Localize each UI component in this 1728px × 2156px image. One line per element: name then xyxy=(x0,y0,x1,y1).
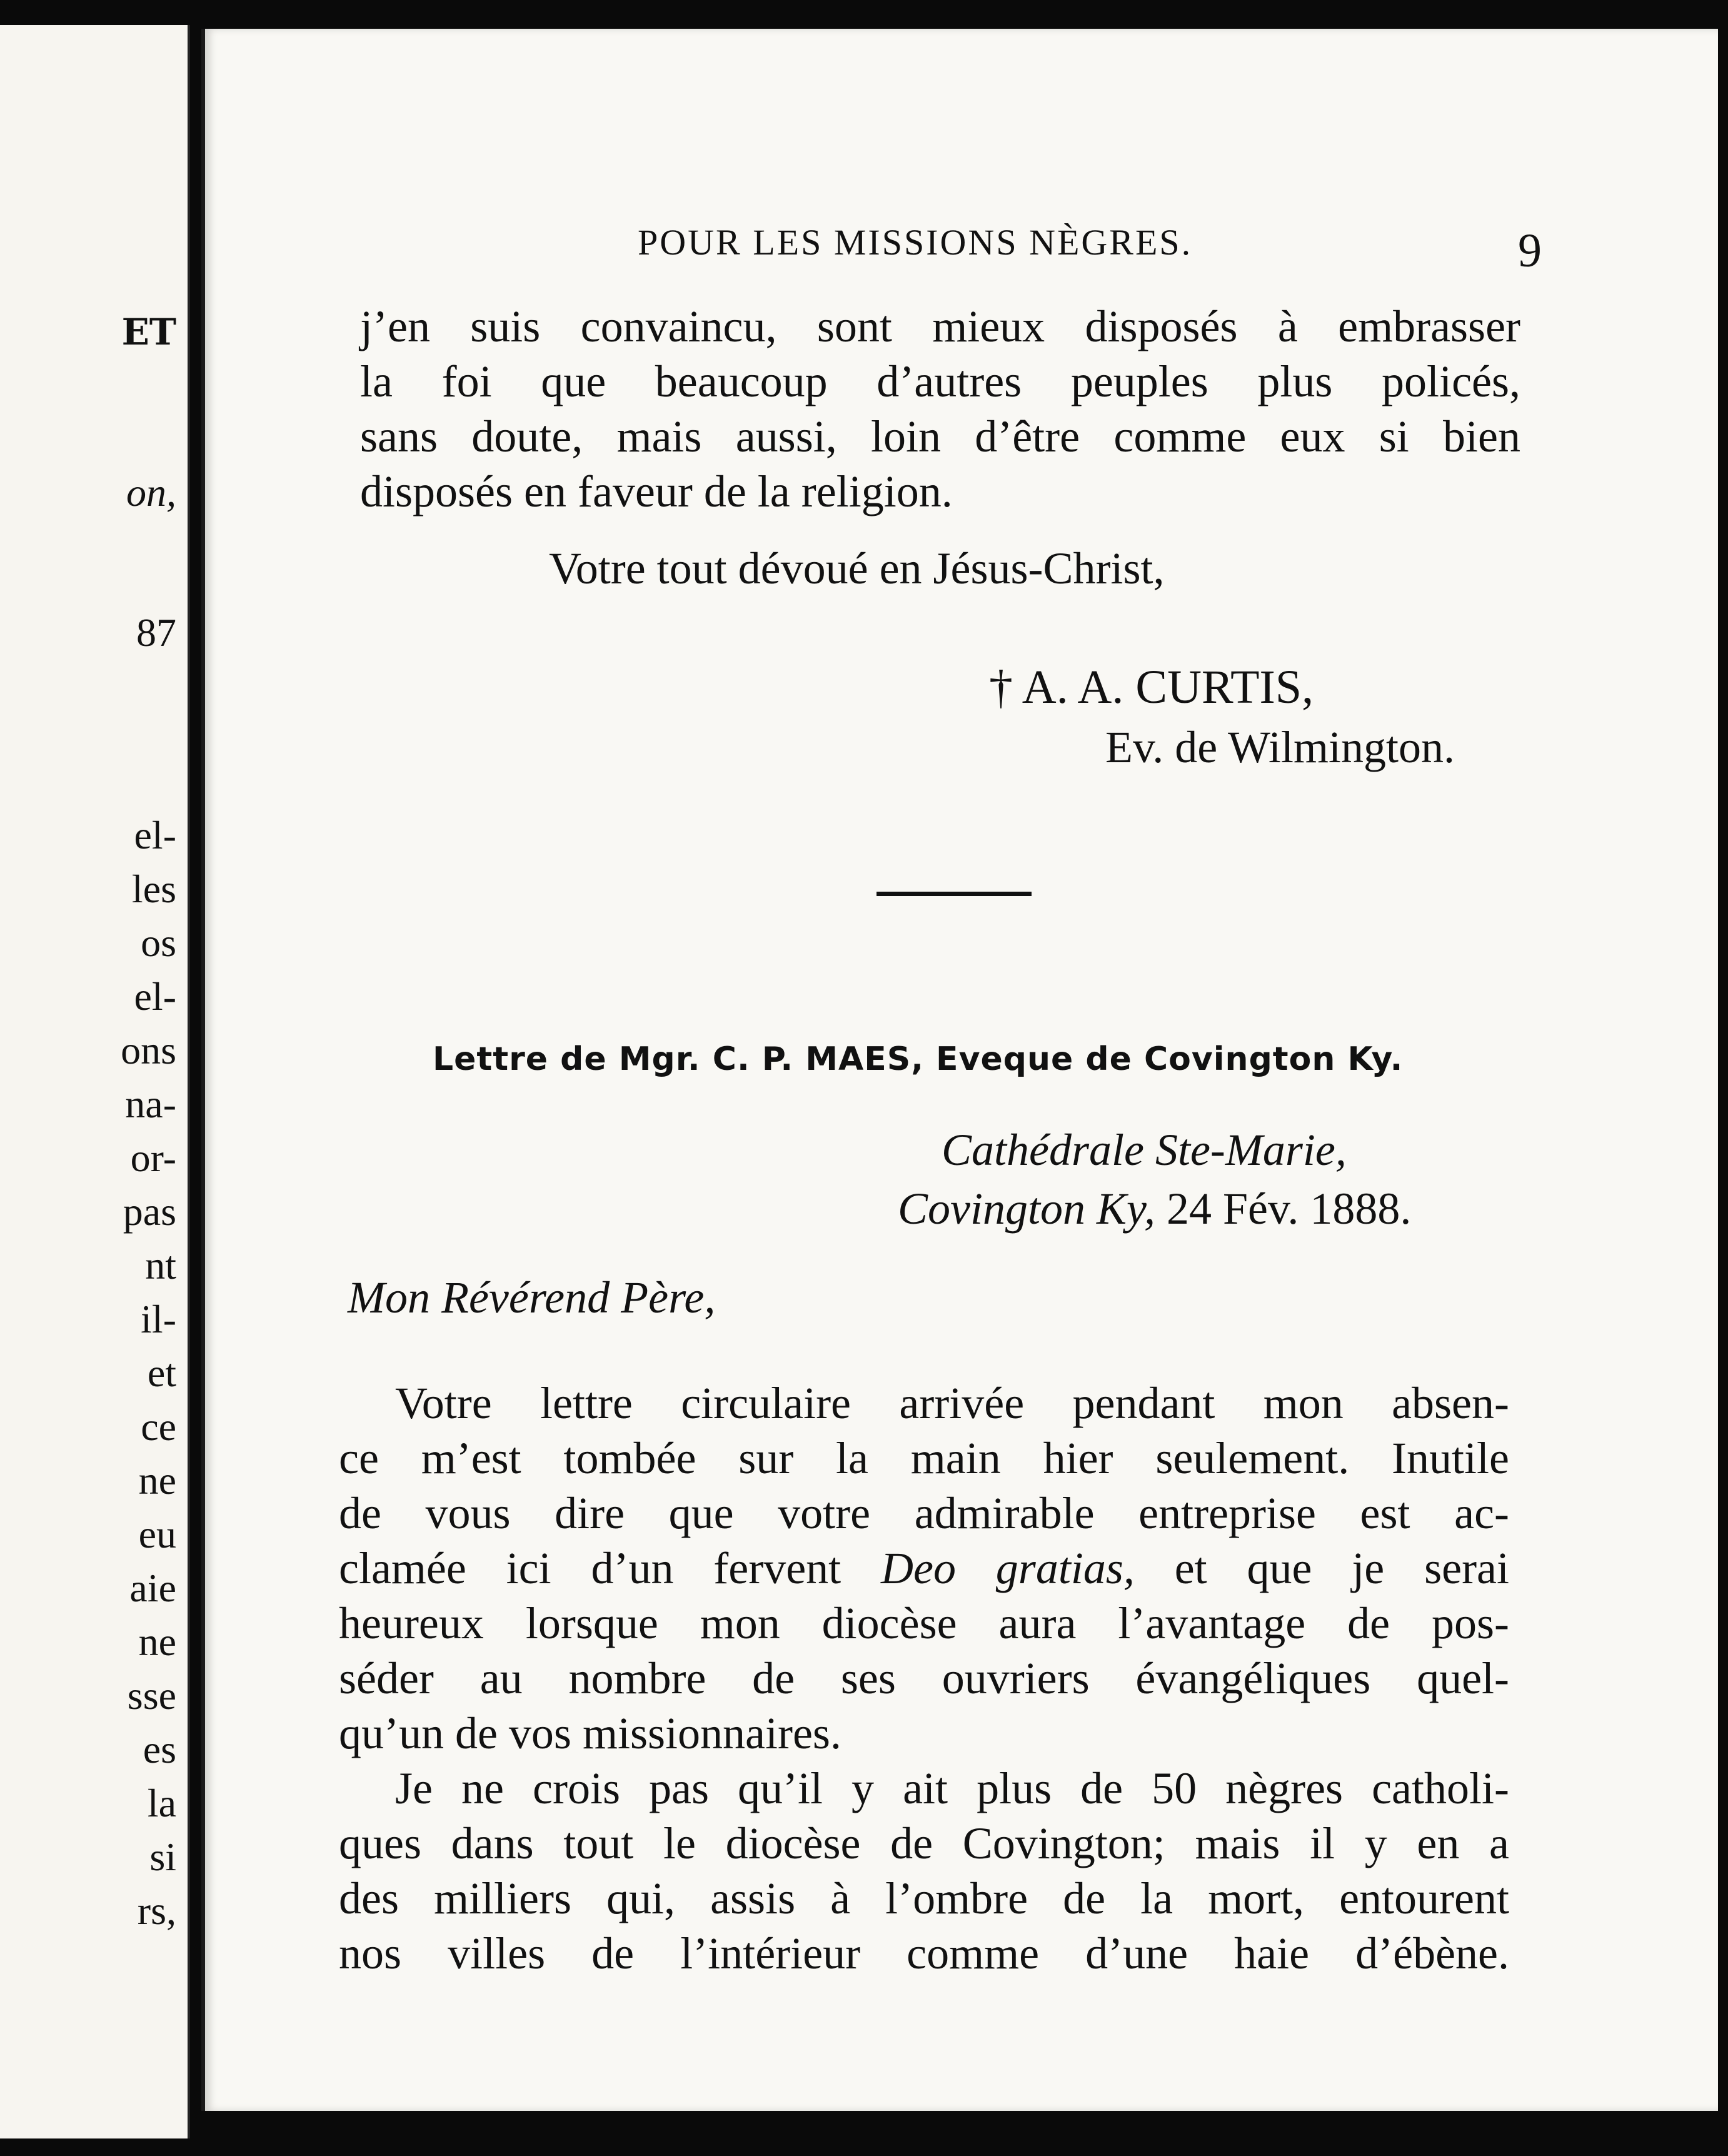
section-divider xyxy=(877,892,1032,896)
left-fragment: ne xyxy=(138,1620,176,1664)
left-fragment: eu xyxy=(138,1512,176,1556)
text-line: qu’un de vos missionnaires. xyxy=(339,1708,841,1758)
left-fragment: on, xyxy=(126,470,176,515)
left-fragment: na- xyxy=(125,1082,176,1126)
left-fragment: la xyxy=(147,1781,176,1825)
text-segment: et que je serai xyxy=(1174,1543,1510,1593)
left-fragment: sse xyxy=(127,1673,176,1718)
left-fragment: ce xyxy=(141,1404,176,1449)
second-letter-paragraph-2 xyxy=(339,1761,1509,1981)
dateline-day: 24 Fév. 1888. xyxy=(1167,1184,1412,1234)
left-fragment: 87 xyxy=(136,610,176,655)
text-line: nos villes de l’intérieur comme d’une haie d’ébène. xyxy=(339,1928,1509,1978)
left-fragment: il- xyxy=(141,1297,176,1341)
salutation: Mon Révérend Père, xyxy=(348,1272,716,1322)
dateline-city: Covington Ky, xyxy=(898,1184,1155,1234)
text-line: sans doute, mais aussi, loin d’être comme eux si bien xyxy=(360,411,1520,461)
text-line: heureux lorsque mon diocèse aura l’avantage de pos- xyxy=(339,1598,1509,1648)
book-page xyxy=(201,29,1718,2111)
text-line-with-emphasis xyxy=(339,1541,1509,1596)
page-number: 9 xyxy=(1518,224,1542,277)
left-fragment: et xyxy=(147,1351,176,1395)
second-letter-paragraph-1 xyxy=(339,1376,1509,1761)
left-fragment: os xyxy=(141,920,176,965)
left-fragment: si xyxy=(149,1835,176,1879)
previous-page-edge xyxy=(0,25,190,2138)
left-fragment: pas xyxy=(123,1189,176,1234)
left-fragment: les xyxy=(131,867,176,911)
running-header xyxy=(205,196,1718,277)
closing-formula: Votre tout dévoué en Jésus-Christ, xyxy=(549,543,1165,593)
text-line: j’en suis convaincu, sont mieux disposés à embrasser xyxy=(360,301,1520,351)
text-line: séder au nombre de ses ouvriers évangéliques quel- xyxy=(339,1653,1509,1703)
text-line: ques dans tout le diocèse de Covington; mais il y en a xyxy=(339,1818,1509,1868)
left-fragment: rs, xyxy=(137,1888,176,1933)
left-fragment: ET xyxy=(121,311,176,353)
running-title: POUR LES MISSIONS NÈGRES. xyxy=(638,222,1193,263)
text-line: des milliers qui, assis à l’ombre de la mort, entourent xyxy=(339,1873,1509,1923)
left-fragment: or- xyxy=(130,1136,176,1180)
emphasis-deo-gratias: Deo gratias, xyxy=(881,1543,1135,1593)
text-segment: clamée ici d’un fervent xyxy=(339,1543,841,1593)
left-fragment: el- xyxy=(134,974,176,1019)
letter-heading: Lettre de Mgr. C. P. MAES, Eveque de Covington Ky. xyxy=(433,1040,1404,1078)
left-fragment: ne xyxy=(138,1458,176,1503)
dateline-date xyxy=(898,1183,1411,1235)
left-fragment: nt xyxy=(145,1243,176,1287)
first-letter-body xyxy=(360,299,1520,519)
left-fragment: ons xyxy=(121,1028,176,1072)
text-line: Je ne crois pas qu’il y ait plus de 50 nègres catholi- xyxy=(395,1763,1509,1813)
dateline-place: Cathédrale Ste-Marie, xyxy=(942,1125,1347,1175)
left-fragment: el- xyxy=(134,813,176,857)
left-fragment: es xyxy=(143,1727,176,1771)
left-fragment: aie xyxy=(129,1566,176,1610)
text-line: la foi que beaucoup d’autres peuples plus policés, xyxy=(360,356,1520,406)
signature: † A. A. CURTIS, xyxy=(989,661,1314,713)
text-line: ce m’est tombée sur la main hier seulement. Inutile xyxy=(339,1433,1509,1483)
text-line: de vous dire que votre admirable entreprise est ac- xyxy=(339,1488,1509,1538)
text-line: disposés en faveur de la religion. xyxy=(360,466,953,516)
signature-title: Ev. de Wilmington. xyxy=(1105,722,1455,772)
text-line: Votre lettre circulaire arrivée pendant mon absen- xyxy=(395,1378,1509,1428)
